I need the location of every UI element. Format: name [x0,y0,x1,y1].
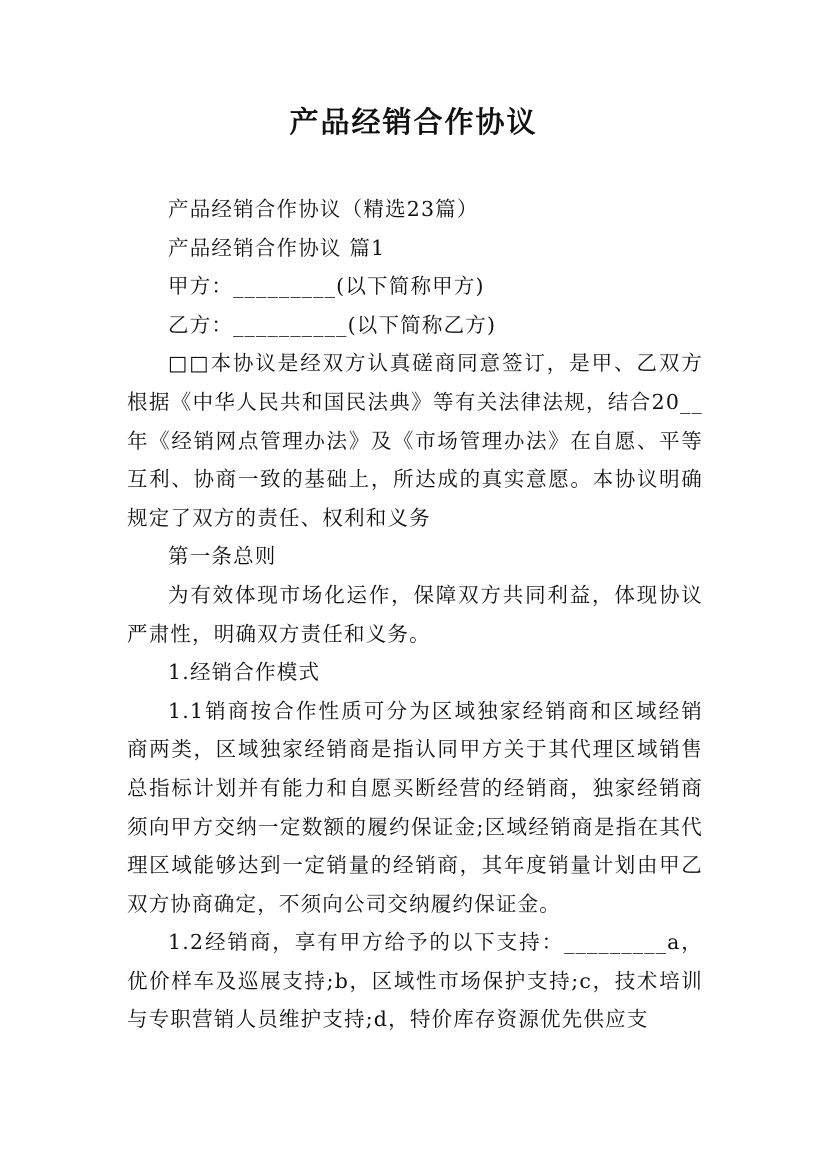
paragraph-party-b: 乙方：__________(以下简称乙方) [168,312,497,337]
paragraph-preamble: □□本协议是经双方认真磋商同意签订，是甲、乙双方根据《中华人民共和国民法典》等有关法律法规，结合20__年《经销网点管理办法》及《市场管理办法》在自愿、平等互利、协商一致的基础上，所达成的真实意愿。本协议明确规定了双方的责任、权利和义务 [127,351,703,530]
paragraph-clause-heading: 1.经销合作模式 [168,660,321,685]
paragraph-clause-1-2: 1.2经销商，享有甲方给予的以下支持：_________a，优价样车及巡展支持;b，区域性市场保护支持;c，技术培训与专职营销人员维护支持;d，特价库存资源优先供应支 [127,930,703,1032]
paragraph-article-heading: 产品经销合作协议 篇1 [168,235,386,260]
paragraph-section-heading: 第一条总则 [168,544,277,569]
paragraph-party-a: 甲方：_________(以下简称甲方) [168,274,485,299]
paragraph-subtitle: 产品经销合作协议（精选23篇） [168,197,479,221]
paragraph-general-purpose: 为有效体现市场化运作，保障双方共同利益，体现协议严肃性，明确双方责任和义务。 [127,582,703,646]
paragraph-clause-1-1: 1.1销商按合作性质可分为区域独家经销商和区域经销商两类，区域独家经销商是指认同甲方关于其代理区域销售总指标计划并有能力和自愿买断经营的经销商，独家经销商须向甲方交纳一定数额的履约保证金;区域经销商是指在其代理区域能够达到一定销量的经销商，其年度销量计划由甲乙双方协商确定，不须向公司交纳履约保证金。 [127,698,703,916]
document-body [127,190,703,1039]
document-title: 产品经销合作协议 [289,105,538,139]
